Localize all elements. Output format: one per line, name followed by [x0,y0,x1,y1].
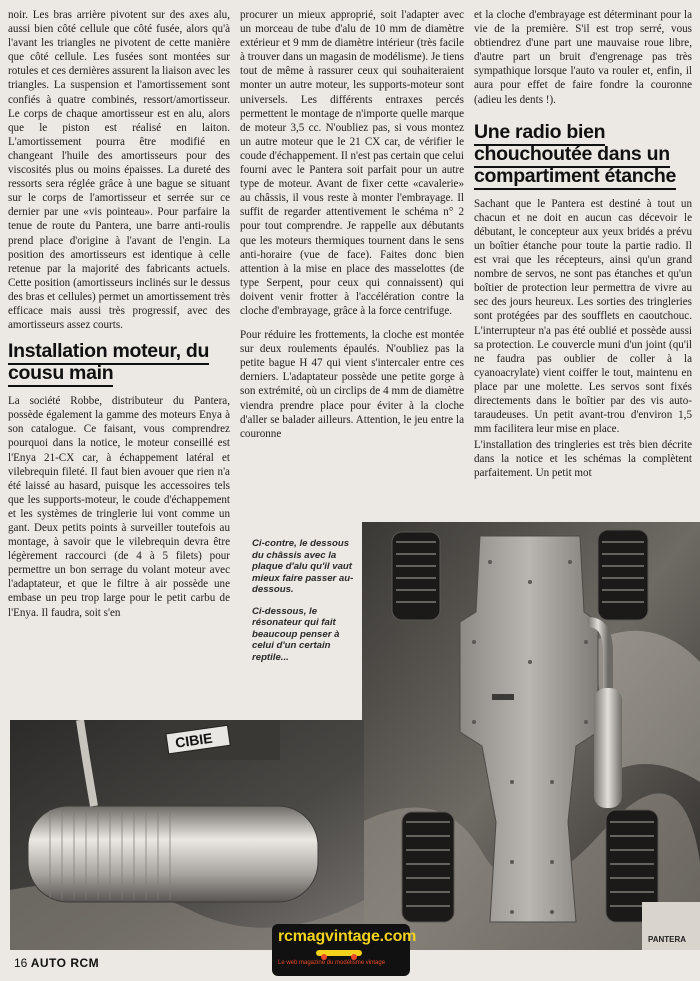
paragraph: Pour réduire les frottements, la cloche est montée sur deux roulements épaulés. N'oubliez pas la petite bague H 47 qui vient s'intercaler entre ces derniers. L'adaptateur possède une petite gorge à son extrémité, où un circlips de 4 mm de diamètre viendra prendre place pour éviter à la cloche d'aller se balader ailleurs. Attention, le jeu entre la couronne [240,329,464,440]
page-footer [14,956,99,970]
column-2 [240,8,464,443]
caption-resonator: Ci-dessous, le résonateur qui fait beaucoup penser à celui d'un certain reptile... [252,605,340,663]
watermark-tagline: Le web magazine du modélisme vintage [278,960,386,966]
magazine-name: AUTO RCM [30,956,100,970]
column-3 [474,8,692,483]
section-heading-engine: Installation moteur, du cousu main [8,340,230,384]
photo-chassis-underside [362,522,700,950]
page-number: 16 [14,956,28,970]
box-label: PANTERA [648,935,687,944]
paragraph: Sachant que le Pantera est destiné à tout un chacun et ne doit en aucun cas décevoir le débutant, le concepteur aux yeux bridés a prévu un boîtier étanche pour toute la partie radio. Il est vrai que les récepteurs, ainsi qu'un grand nombre de servos, ne sont pas étanches et qu'un boîtier de protection leur permettra de vivre au sec des jours heureux. Les sorties des tringleries sont protégées par des soufflets en caoutchouc. L'interrupteur n'a pas été oublié et possède aussi sa protection. Le couvercle muni d'un joint (qu'il ne faudra pas oublier de coller à la cyanoacrylate) vient coiffer le tout, maintenu en place par une molette. Les servos sont fixés directements dans le boîtier par des vis auto-taraudeuses. Un petit avant-trou d'environ 1,5 mm facilitera leur mise en place. [474,197,692,436]
photo-captions [252,538,362,673]
caption-chassis: Ci-contre, le dessous du châssis avec la plaque d'alu qu'il vaut mieux faire passer au-dessous. [252,538,354,595]
paragraph: et la cloche d'embrayage est déterminant pour la vie de la première. S'il est trop serré, vous obtiendrez d'une part une mauvaise roue libre, d'autre part un bruit d'engrenage pas très sympathique lorsque l'auto va rouler et, enfin, il aura pour effet de faire fondre la couronne (adieu les dents !). [474,9,692,106]
photo-resonator [10,720,364,950]
chassis-illustration [362,522,700,950]
column-1 [8,8,230,622]
paragraph: L'installation des tringleries est très bien décrite dans la notice et les schémas la complètent parfaitement. Un petit mot [474,439,692,480]
section-heading-radio: Une radio bien chouchoutée dans un compartiment étanche [474,121,692,187]
paragraph: La société Robbe, distributeur du Pantera, possède également la gamme des moteurs Enya à son catalogue. Ce faisant, vous comprendrez pourquoi dans la notice, le moteur conseillé est l'Enya 21-CX car, à échappement latéral et vilebrequin fileté. Il faut bien avouer que rien n'a été laissé au hasard, puisque les accessoires tels que les supports-moteur, le coude d'échappement et les systèmes de tringlerie lui vont comme un gant. Deux petits points à surveiller toutefois au montage, à savoir que le vilebrequin devra être légèrement raccourci (de 4 à 5 filets) pour permettre un bon serrage du volant moteur avec l'adaptateur, et que le filtre à air possède une embase un peu trop large pour le petit carbu de l'Enya. Il faudra, soit s'en [8,395,230,619]
watermark-logo [272,924,417,976]
resonator-illustration [10,720,364,950]
sticker-text: CIBIE [174,729,214,751]
paragraph: procurer un mieux approprié, soit l'adapter avec un morceau de tube d'alu de 10 mm de diamètre extérieur et 9 mm de diamètre intérieur (très facile à trouver dans un magasin de modélisme). Je tiens tout de même à rassurer ceux qui souhaiteraient monter un autre moteur, les supports-moteur sont universels. Les différents entraxes percés permettent le montage de n'importe quelle marque de moteur 3,5 cc. N'oubliez pas, si vous montez un autre moteur que le 21 CX car, de vérifier le coude d'échappement. Il n'est pas certain que celui fourni avec le Pantera soit parfait pour un autre type de moteur. Avant de fixer cette «cavalerie» au châssis, il vous reste à monter l'embrayage. Il suffit de regarder attentivement le schéma n° 2 pour tout comprendre. Je rappelle aux débutants que les moteurs thermiques tournent dans le sens anti-horaire (vue de face). Faites donc bien attention à la mise en place des masselottes (de type Serpent, pour ceux qui connaissent) qui doivent venir frotter à l'accélération contre la cloche d'embrayage, grâce à la force centrifuge. [240,9,464,317]
watermark-site: rcmagvintage.com [278,928,417,945]
watermark-car-icon [310,946,370,960]
paragraph: noir. Les bras arrière pivotent sur des axes alu, aussi bien côté cellule que côté fusée, alors qu'à l'avant les triangles ne pivotent de cette manière que côté cellule. Les fusées sont montées sur rotules et ces dernières assurent la liaison avec les triangles. La suspension et l'amortissement sont confiés à quatre combinés, ressort/amortisseur. Le corps de chaque amortisseur est en alu, alors que le piston est réalisé en laiton. L'amortissement pourra être modifié en changeant l'huile des amortisseurs pour des viscosités plus ou moins épaisses. La dureté des ressorts sera réglée grâce à une bague se situant sur le corps de l'amortisseur et serrée sur ce dernier par une «vis pointeau». Pour parfaire la tenue de route du Pantera, une barre anti-roulis prend place d'origine à l'avant de l'engin. La position des amortisseurs est identique à celle retenue par la majorité des fabricants actuels. Cette position (amortisseurs inclinés sur le dessus des bras et cellules) permet un amortissement très efficace mais aussi très progressif, avec des amortisseurs assez courts. [8,9,230,332]
